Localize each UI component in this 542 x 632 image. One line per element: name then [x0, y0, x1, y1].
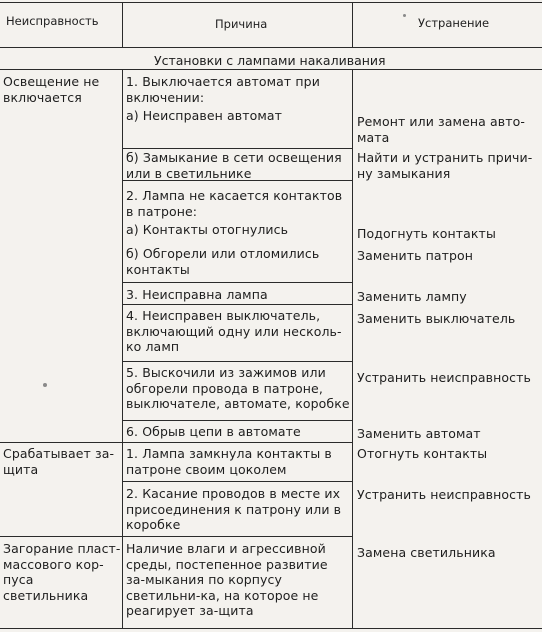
fault-cell: Освещение не включается	[3, 74, 100, 105]
remedy-cell: Замена светильника	[357, 545, 496, 560]
fault-cell: Срабатывает за- щита	[3, 446, 115, 477]
remedy-cell: Заменить выключатель	[357, 311, 516, 326]
remedy-cell: Устранить неисправность	[357, 487, 531, 502]
cause-separator	[122, 361, 352, 362]
scan-speck	[43, 383, 47, 387]
header-fault: Неисправность	[6, 14, 99, 28]
table-bottom-border	[0, 628, 542, 629]
fault-separator-2	[0, 536, 122, 537]
cause-cell: Наличие влаги и агрессивной среды, постепенное развитие за-мыкания по корпусу светильни-ка, на которое не реагирует за-щита	[126, 541, 328, 618]
cause-separator	[122, 536, 352, 537]
column-divider-1-body	[122, 69, 123, 629]
remedy-cell: Подогнуть контакты	[357, 226, 496, 241]
cause-cell: 4. Неисправен выключатель, включающий одну или несколь-ко ламп	[126, 308, 342, 354]
header-bottom-border	[0, 47, 542, 48]
cause-separator	[122, 481, 352, 482]
cause-cell: 6. Обрыв цепи в автомате	[126, 424, 301, 439]
remedy-cell: Ремонт или замена авто-мата	[357, 114, 525, 145]
cause-separator	[122, 148, 352, 149]
cause-cell: 2. Касание проводов в месте их присоединения к патрону или в коробке	[126, 486, 342, 532]
cause-cell: 3. Неисправна лампа	[126, 287, 268, 302]
cause-cell: а) Контакты отогнулись	[126, 222, 289, 237]
cause-cell: 1. Выключается автомат при включении:	[126, 74, 320, 105]
cause-separator	[122, 304, 352, 305]
cause-separator	[122, 420, 352, 421]
scan-speck	[403, 14, 406, 17]
remedy-cell: Заменить патрон	[357, 248, 474, 263]
cause-cell: 5. Выскочили из зажимов или обгорели провода в патроне, выключателе, автомате, коробке	[126, 365, 350, 411]
header-remedy: Устранение	[418, 16, 490, 30]
cause-cell: 1. Лампа замкнула контакты в патроне своим цоколем	[126, 446, 332, 477]
cause-cell: а) Неисправен автомат	[126, 108, 282, 123]
cause-cell: б) Обгорели или отломились контакты	[126, 246, 320, 277]
cause-separator	[122, 282, 352, 283]
fault-cell: Загорание пласт- массового кор- пуса светильника	[3, 541, 121, 603]
column-divider-2	[352, 2, 353, 48]
remedy-cell: Заменить автомат	[357, 426, 481, 441]
section-title: Установки с лампами накаливания	[154, 53, 386, 68]
table-top-border	[0, 2, 542, 3]
column-divider-2-body	[352, 69, 353, 629]
fault-separator-1	[0, 442, 122, 443]
remedy-cell: Найти и устранить причи-ну замыкания	[357, 150, 533, 181]
remedy-cell: Заменить лампу	[357, 289, 467, 304]
remedy-cell: Отогнуть контакты	[357, 446, 488, 461]
column-divider-1	[122, 2, 123, 48]
cause-cell: б) Замыкание в сети освещения или в светильнике	[126, 150, 342, 181]
header-cause: Причина	[215, 17, 268, 31]
cause-cell: 2. Лампа не касается контактов в патроне:	[126, 188, 343, 219]
remedy-cell: Устранить неисправность	[357, 370, 531, 385]
cause-separator	[122, 442, 352, 443]
section-bottom-border	[0, 69, 542, 70]
